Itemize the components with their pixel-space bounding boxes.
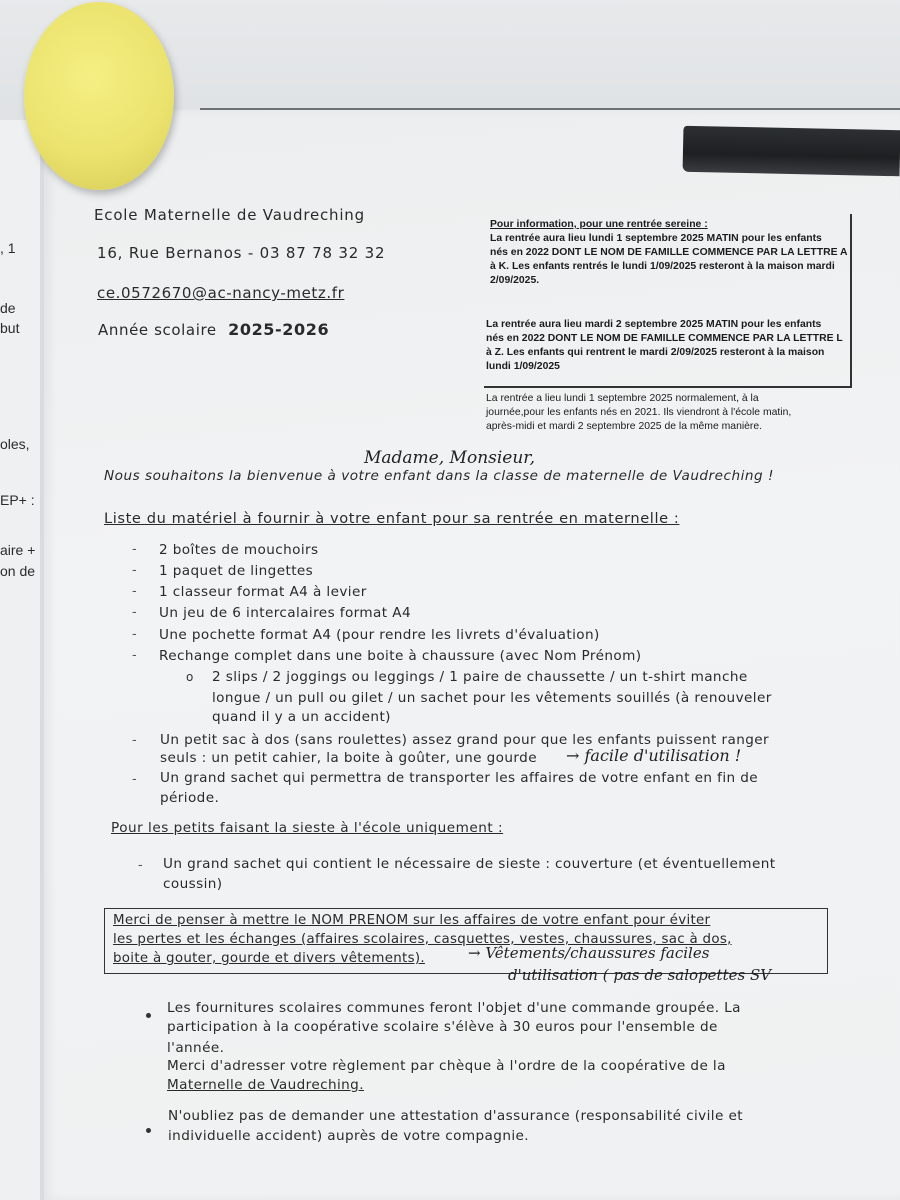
list-item: Une pochette format A4 (pour rendre les livrets d'évaluation) [159, 627, 600, 643]
dash-bullet-icon: - [132, 648, 137, 663]
sub-item-line: quand il y a un accident) [212, 709, 391, 725]
school-year-label [98, 320, 329, 339]
fournitures-line: participation à la coopérative scolaire s'élève à 30 euros pour l'ensemble de [167, 1019, 718, 1035]
sachet-line: période. [160, 790, 220, 806]
list-item: 1 classeur format A4 à levier [159, 584, 367, 600]
info-line: La rentrée a lieu lundi 1 septembre 2025 normalement, à la [486, 393, 759, 404]
background-text-fragment: de [0, 300, 16, 316]
yellow-magnet-icon [24, 2, 174, 190]
fournitures-line: Les fournitures scolaires communes feront l'objet d'une commande groupée. La [167, 1000, 741, 1016]
bag-line: Un petit sac à dos (sans roulettes) assez grand pour que les enfants puissent ranger [160, 732, 770, 748]
school-name: Ecole Maternelle de Vaudreching [94, 206, 365, 224]
circle-bullet-icon: o [186, 670, 194, 684]
info-line: 2/09/2025. [490, 275, 540, 286]
info-line: La rentrée aura lieu lundi 1 septembre 2025 MATIN pour les enfants [490, 233, 822, 244]
info-line: journée,pour les enfants nés en 2021. Ils viendront à l'école matin, [486, 407, 792, 418]
assurance-line: N'oubliez pas de demander une attestation d'assurance (responsabilité civile et [168, 1108, 743, 1124]
dash-bullet-icon: - [132, 542, 137, 557]
info-line: lundi 1/09/2025 [486, 361, 560, 372]
fournitures-line: l'année. [167, 1040, 225, 1056]
sub-item-line: 2 slips / 2 joggings ou leggings / 1 paire de chaussette / un t-shirt manche [212, 669, 748, 685]
sieste-line: coussin) [163, 876, 223, 892]
greeting: Madame, Monsieur, [364, 448, 535, 468]
school-email[interactable]: ce.0572670@ac-nancy-metz.fr [97, 284, 345, 302]
dash-bullet-icon: - [132, 563, 137, 578]
info-block [486, 392, 791, 434]
sachet-line: Un grand sachet qui permettra de transporter les affaires de votre enfant en fin de [160, 770, 759, 786]
background-text-fragment: oles, [0, 436, 30, 452]
list-item: 2 boîtes de mouchoirs [159, 542, 319, 558]
info-line: à Z. Les enfants qui rentrent le mardi 2/09/2025 resteront à la maison [486, 347, 825, 358]
list-item: Un jeu de 6 intercalaires format A4 [159, 605, 411, 621]
reminder-line: boite à gouter, gourde et divers vêtements). [113, 951, 425, 966]
background-text-fragment: , 1 [0, 240, 16, 256]
info-block [486, 318, 843, 374]
dash-bullet-icon: - [132, 584, 137, 599]
reminder-line: Merci de penser à mettre le NOM PRENOM sur les affaires de votre enfant pour éviter [113, 913, 711, 928]
background-text-fragment: aire + [0, 542, 36, 558]
background-text-fragment: on de [0, 563, 36, 579]
round-bullet-icon [146, 1128, 151, 1133]
background-document [0, 120, 40, 1200]
list-item: Rechange complet dans une boite à chaussure (avec Nom Prénom) [159, 648, 642, 664]
handwritten-note: → facile d'utilisation ! [566, 746, 742, 765]
reminder-line: les pertes et les échanges (affaires scolaires, casquettes, vestes, chaussures, sac à dos, [113, 932, 732, 947]
handwritten-note: → Vêtements/chaussures faciles [468, 944, 710, 962]
dash-bullet-icon: - [132, 733, 137, 748]
background-text-fragment: but [0, 320, 20, 336]
info-line: à K. Les enfants rentrés le lundi 1/09/2025 resteront à la maison mardi [490, 261, 835, 272]
assurance-line: individuelle accident) auprès de votre compagnie. [168, 1128, 529, 1144]
dash-bullet-icon: - [132, 772, 137, 787]
background-text-fragment: EP+ : [0, 492, 35, 508]
info-line: nés en 2022 DONT LE NOM DE FAMILLE COMMENCE PAR LA LETTRE A [490, 247, 848, 258]
info-line: La rentrée aura lieu mardi 2 septembre 2025 MATIN pour les enfants [486, 319, 822, 330]
round-bullet-icon [146, 1013, 151, 1018]
sieste-title: Pour les petits faisant la sieste à l'école uniquement : [111, 820, 504, 836]
dash-bullet-icon: - [132, 627, 137, 642]
info-line: après-midi et mardi 2 septembre 2025 de la même manière. [486, 421, 763, 432]
school-address: 16, Rue Bernanos - 03 87 78 32 32 [97, 244, 386, 262]
fournitures-line: Maternelle de Vaudreching. [167, 1077, 364, 1093]
handwritten-note: d'utilisation ( pas de salopettes SV [508, 966, 772, 984]
dash-bullet-icon: - [138, 858, 143, 873]
info-title: Pour information, pour une rentrée sereine : [490, 219, 708, 230]
bag-line: seuls : un petit cahier, la boite à goûter, une gourde [160, 750, 537, 766]
info-block [490, 218, 848, 288]
list-item: 1 paquet de lingettes [159, 563, 314, 579]
info-line: nés en 2022 DONT LE NOM DE FAMILLE COMMENCE PAR LA LETTRE L [486, 333, 843, 344]
sieste-line: Un grand sachet qui contient le nécessaire de sieste : couverture (et éventuellement [163, 856, 776, 872]
year-label: Année scolaire [98, 321, 217, 339]
fournitures-line: Merci d'adresser votre règlement par chèque à l'ordre de la coopérative de la [167, 1058, 726, 1074]
dash-bullet-icon: - [132, 605, 137, 620]
year-value: 2025-2026 [228, 320, 330, 339]
sub-item-line: longue / un pull ou gilet / un sachet pour les vêtements souillés (à renouveler [212, 690, 772, 706]
black-magnet-strip-icon [683, 126, 900, 177]
list-title: Liste du matériel à fournir à votre enfant pour sa rentrée en maternelle : [104, 510, 680, 527]
welcome-text: Nous souhaitons la bienvenue à votre enfant dans la classe de maternelle de Vaudreching ! [104, 468, 774, 484]
